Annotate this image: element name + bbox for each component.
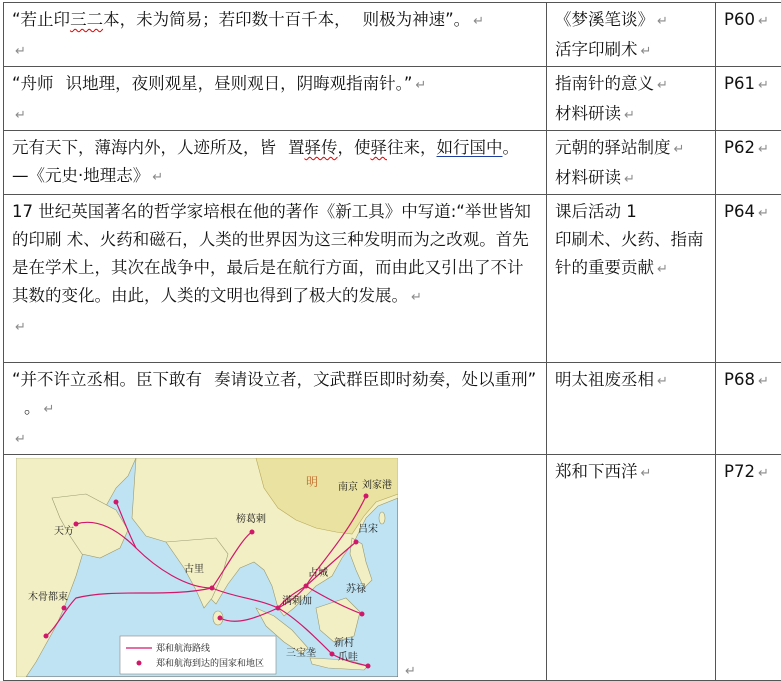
topic-text: 印刷术、火药、指南针的重要贡献	[555, 230, 704, 277]
zheng-he-voyage-map: 明 南京 刘家港 天方 榜葛剌 古里 占城 吕宋 木骨都束 满剌加 苏禄 三宝垄 新村 爪哇 郑和航海路线 郑和航海到达的国家和地区 ↵	[16, 458, 398, 677]
table-row	[4, 195, 781, 363]
topic-cell: 郑和下西洋 ↵	[547, 455, 716, 681]
quote-text: 元有天下，薄海内外，人迹所及，皆 置驿传，使驿往来，如行国中。—《元史·地理志》	[12, 138, 531, 185]
quote-cell: 17 世纪英国著名的哲学家培根在他的著作《新工具》中写道:“举世皆知的印刷 术、火药和磁石，人类的世界因为这三种发明而为之改观。首先是在学术上，其次在战争中，最后是在航行方面，而由此又引出了不计其数的变化。由此，人类的文明也得到了极大的发展。 ↵ ↵	[4, 195, 547, 363]
port-dot	[74, 522, 79, 527]
page-cell: P62 ↵	[716, 131, 781, 195]
topic-cell: 明太祖废丞相 ↵	[547, 363, 716, 455]
label-sanbaolong: 三宝垄	[286, 646, 316, 659]
page-cell: P68 ↵	[716, 363, 781, 455]
port-dot	[304, 584, 309, 589]
label-xincun: 新村	[334, 636, 354, 649]
topic-cell: 元朝的驿站制度 ↵ 材料研读 ↵	[547, 131, 716, 195]
port-dot	[210, 586, 215, 591]
topic-text: 明太祖废丞相	[555, 370, 654, 389]
topic-text: 活字印刷术	[555, 40, 638, 59]
page-cell: P60 ↵	[716, 3, 781, 67]
legend-visited-label: 郑和航海到达的国家和地区	[156, 657, 264, 669]
quote-cell: 元有天下，薄海内外，人迹所及，皆 置驿传，使驿往来，如行国中。—《元史·地理志》 ↵	[4, 131, 547, 195]
port-dot	[330, 652, 335, 657]
port-dot	[250, 530, 255, 535]
quote-cell	[4, 3, 547, 67]
table-row	[4, 131, 781, 195]
topic-text: 《梦溪笔谈》	[555, 10, 654, 29]
port-dot	[366, 664, 371, 669]
quote-text: “舟师 识地理，夜则观星，昼则观日，阴晦观指南针。”	[12, 74, 412, 93]
page-ref: P61	[724, 74, 755, 93]
topic-text: 指南针的意义	[555, 74, 654, 93]
topic-cell: 《梦溪笔谈》 ↵ 活字印刷术 ↵	[547, 3, 716, 67]
page-ref: P60	[724, 10, 755, 29]
quote-cell: “并不许立丞相。臣下敢有 奏请设立者，文武群臣即时劾奏，处以重刑”。 ↵ ↵	[4, 363, 547, 455]
port-dot	[62, 606, 67, 611]
map-cell	[4, 455, 547, 681]
port-dot	[360, 612, 365, 617]
port-dot	[354, 540, 359, 545]
label-mugudushu: 木骨都束	[28, 590, 68, 603]
label-bangela: 榜葛剌	[236, 512, 266, 525]
page-ref: P62	[724, 138, 755, 157]
quote-text: “并不许立丞相。臣下敢有 奏请设立者，文武群臣即时劾奏，处以重刑”。	[12, 370, 536, 417]
topic-cell: 指南针的意义 ↵ 材料研读 ↵	[547, 67, 716, 131]
table-row	[4, 363, 781, 455]
page-ref: P68	[724, 370, 755, 389]
label-zhuawa: 爪哇	[338, 651, 358, 663]
land-taiwan	[379, 512, 385, 524]
topic-text: 郑和下西洋	[555, 462, 638, 481]
label-guli: 古里	[184, 562, 204, 575]
paragraph-mark: ↵	[473, 14, 484, 29]
port-dot	[44, 634, 49, 639]
paragraph-mark: ↵	[15, 44, 26, 59]
label-ming: 明	[306, 475, 318, 489]
page-cell: P61 ↵	[716, 67, 781, 131]
topic-text: 课后活动 1	[555, 202, 637, 221]
quote-text: 17 世纪英国著名的哲学家培根在他的著作《新工具》中写道:“举世皆知的印刷 术、火药和磁石，人类的世界因为这三种发明而为之改观。首先是在学术上，其次在战争中，最后是在航行方面，而由此又引出了不计其数的变化。由此，人类的文明也得到了极大的发展。	[12, 202, 531, 305]
page-ref: P72	[724, 462, 755, 481]
label-nanjing: 南京	[338, 480, 358, 493]
topic-text: 材料研读	[555, 104, 621, 123]
port-dot	[114, 500, 119, 505]
topic-text: 材料研读	[555, 168, 621, 187]
label-zhancheng: 占城	[308, 566, 328, 579]
table-row	[4, 3, 781, 67]
quote-cell: “舟师 识地理，夜则观星，昼则观日，阴晦观指南针。” ↵ ↵	[4, 67, 547, 131]
port-dot	[276, 606, 281, 611]
topic-cell: 课后活动 1 印刷术、火药、指南针的重要贡献 ↵	[547, 195, 716, 363]
port-dot	[364, 494, 369, 499]
label-sulu: 苏禄	[346, 582, 366, 595]
legend-port-swatch	[137, 661, 142, 666]
quote-text: “若止印三二本，未为简易；若印数十百千本， 则极为神速”。	[12, 10, 470, 29]
page-ref: P64	[724, 202, 755, 221]
port-dot	[218, 616, 223, 621]
label-tianfang: 天方	[54, 524, 74, 537]
label-lvsong: 吕宋	[358, 523, 378, 535]
legend-route-label: 郑和航海路线	[156, 642, 210, 654]
page-cell: P72 ↵	[716, 455, 781, 681]
page-cell: P64 ↵	[716, 195, 781, 363]
table-row	[4, 67, 781, 131]
table-row	[4, 455, 781, 681]
label-liujiagang: 刘家港	[362, 478, 392, 491]
label-manlajia: 满剌加	[282, 594, 312, 607]
topic-text: 元朝的驿站制度	[555, 138, 671, 157]
map-figure	[16, 458, 398, 677]
history-materials-table	[3, 2, 781, 681]
